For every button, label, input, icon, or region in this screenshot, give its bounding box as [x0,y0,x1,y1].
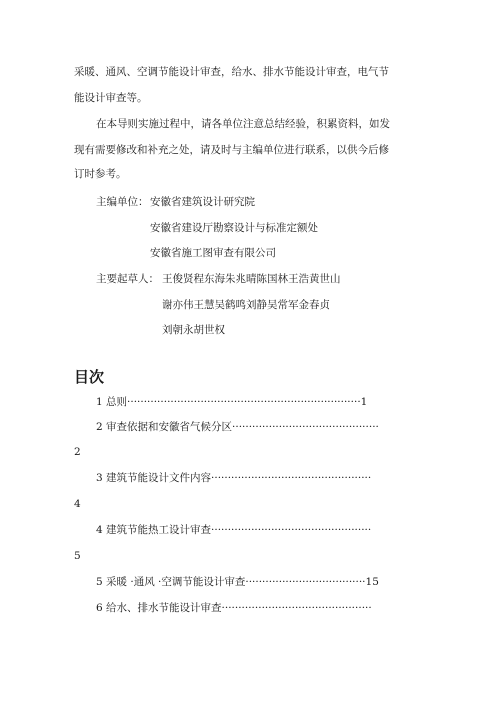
toc-title: 目次 [74,368,105,386]
toc-item-2[interactable]: 2 审查依据和安徽省气候分区············································ [96,421,379,433]
intro-p2-line2: 现有需要修改和补充之处，请及时与主编单位进行联系，以供今后修 [74,144,389,156]
intro-p1-line1: 采暖、通风、空调节能设计审查，给水、排水节能设计审查，电气节 [74,66,389,78]
toc-item-3[interactable]: 3 建筑节能设计文件内容················································ [96,472,372,484]
toc-item-5[interactable]: 5 采暖 ·通风 ·空调节能设计审查····································15 [96,576,379,588]
toc-item-1[interactable]: 1 总则······································································1 [96,396,368,408]
intro-p2-line3: 订时参考。 [74,168,127,180]
toc-item-6[interactable]: 6 给水、排水节能设计审查············································· [96,602,372,614]
drafters-label: 主要起草人： [96,273,159,285]
intro-p1-line2: 能设计审查等。 [74,92,148,104]
toc-item-2-page[interactable]: 2 [74,446,81,458]
editor-org-3: 安徽省施工图审查有限公司 [150,247,276,259]
toc-item-3-page[interactable]: 4 [74,498,81,510]
toc-item-4-page[interactable]: 5 [74,550,81,562]
editors-label: 主编单位： [96,196,149,208]
drafter-names-2: 谢亦伟王慧吴鹤鸣刘静吴常军金春贞 [162,299,330,311]
drafter-names-3: 刘朝永胡世权 [162,324,225,336]
drafter-names-1: 王俊贤程东海朱兆晴陈国林王浩黄世山 [162,273,341,285]
intro-p2-line1: 在本导则实施过程中，请各单位注意总结经验，积累资料，如发 [96,118,390,130]
editor-org-2: 安徽省建设厅勘察设计与标准定额处 [150,222,318,234]
editor-org-1: 安徽省建筑设计研究院 [150,196,255,208]
toc-item-4[interactable]: 4 建筑节能热工设计审查················································ [96,524,372,536]
